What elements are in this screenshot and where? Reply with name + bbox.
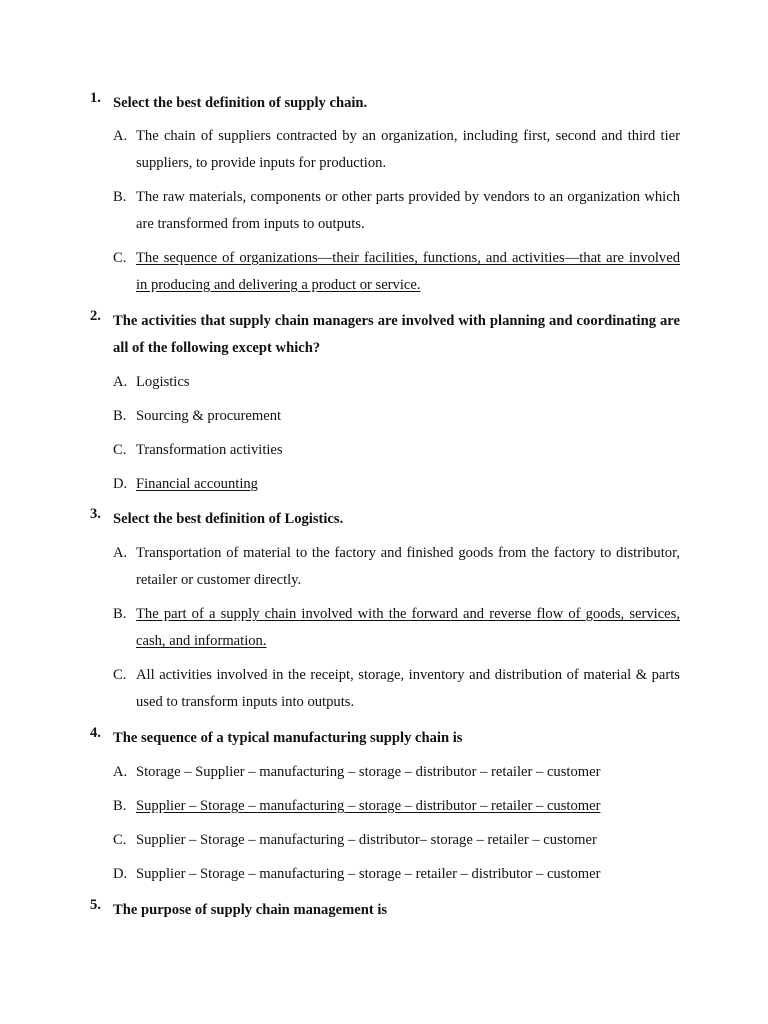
option-letter: D. xyxy=(113,866,128,882)
option-b xyxy=(113,601,680,655)
option-a xyxy=(113,759,680,786)
question-number: 2. xyxy=(90,308,101,324)
option-text-correct: The sequence of organizations—their facilities, functions, and activities—that are involved in producing and delivering a product or service. xyxy=(136,250,680,293)
question-3 xyxy=(90,506,680,716)
question-text: Select the best definition of supply chain. xyxy=(113,95,368,111)
option-c xyxy=(113,437,680,464)
option-d xyxy=(113,861,680,888)
option-text: Storage – Supplier – manufacturing – storage – distributor – retailer – customer xyxy=(136,764,601,780)
option-a xyxy=(113,123,680,177)
question-1 xyxy=(90,90,680,299)
question-text: The purpose of supply chain management is xyxy=(113,902,388,918)
question-5 xyxy=(90,897,680,924)
option-text-correct: The part of a supply chain involved with the forward and reverse flow of goods, services, cash, and information. xyxy=(136,606,680,649)
option-letter: B. xyxy=(113,189,127,205)
option-text: Sourcing & procurement xyxy=(136,408,282,424)
option-letter: D. xyxy=(113,476,128,492)
option-text: Supplier – Storage – manufacturing – storage – retailer – distributor – customer xyxy=(136,866,601,882)
option-text: The chain of suppliers contracted by an organization, including first, second and third tier suppliers, to provide inputs for production. xyxy=(136,128,680,171)
option-letter: B. xyxy=(113,408,127,424)
option-text: Transformation activities xyxy=(136,442,283,458)
option-c xyxy=(113,245,680,299)
option-letter: A. xyxy=(113,374,128,390)
question-text: Select the best definition of Logistics. xyxy=(113,511,344,527)
option-letter: C. xyxy=(113,250,127,266)
option-b xyxy=(113,793,680,820)
option-c xyxy=(113,827,680,854)
option-text-correct: Financial accounting xyxy=(136,476,258,492)
option-letter: C. xyxy=(113,832,127,848)
question-number: 3. xyxy=(90,506,101,522)
option-letter: B. xyxy=(113,606,127,622)
option-d xyxy=(113,471,680,498)
option-text-correct: Supplier – Storage – manufacturing – storage – distributor – retailer – customer xyxy=(136,798,601,814)
question-number: 4. xyxy=(90,725,101,741)
option-text: All activities involved in the receipt, storage, inventory and distribution of material & parts used to transform inputs into outputs. xyxy=(136,667,680,710)
option-text: The raw materials, components or other parts provided by vendors to an organization which are transformed from inputs to outputs. xyxy=(136,189,680,232)
option-letter: B. xyxy=(113,798,127,814)
option-b xyxy=(113,184,680,238)
question-2 xyxy=(90,308,680,498)
question-number: 5. xyxy=(90,897,101,913)
option-letter: A. xyxy=(113,764,128,780)
option-letter: C. xyxy=(113,442,127,458)
question-4 xyxy=(90,725,680,888)
option-letter: C. xyxy=(113,667,127,683)
option-text: Supplier – Storage – manufacturing – distributor– storage – retailer – customer xyxy=(136,832,597,848)
option-text: Logistics xyxy=(136,374,190,390)
option-text: Transportation of material to the factory and finished goods from the factory to distributor, retailer or customer directly. xyxy=(136,545,680,588)
option-letter: A. xyxy=(113,128,128,144)
option-a xyxy=(113,540,680,594)
question-text: The activities that supply chain managers are involved with planning and coordinating are all of the following except which? xyxy=(113,313,680,356)
option-letter: A. xyxy=(113,545,128,561)
option-c xyxy=(113,662,680,716)
question-text: The sequence of a typical manufacturing supply chain is xyxy=(113,730,463,746)
option-b xyxy=(113,403,680,430)
question-number: 1. xyxy=(90,90,101,106)
option-a xyxy=(113,369,680,396)
